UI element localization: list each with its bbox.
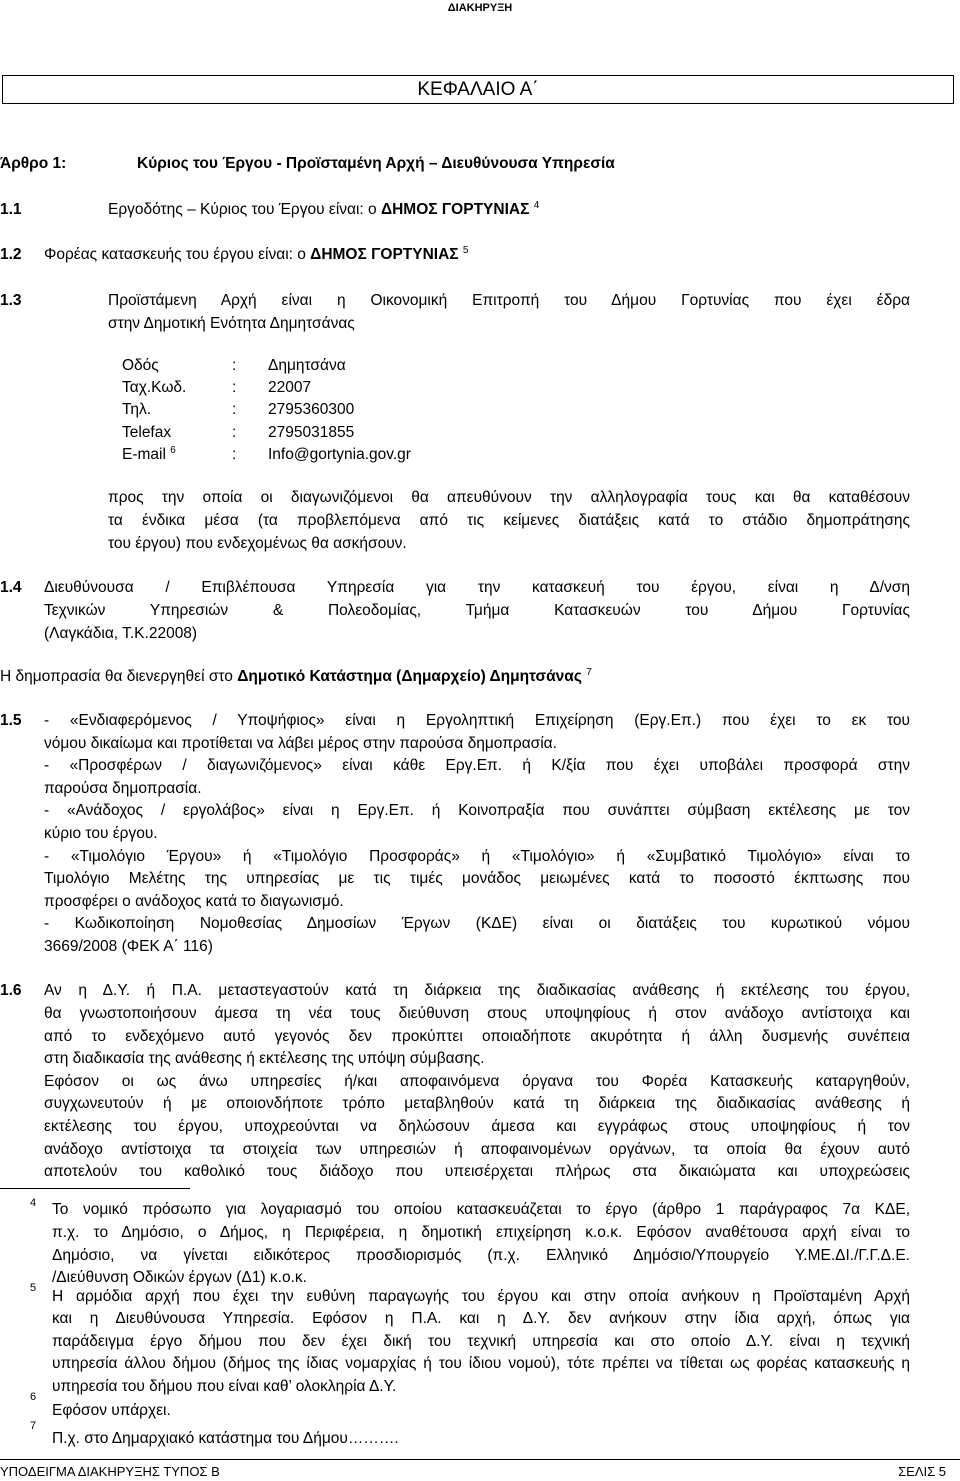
- contact-label: E-mail $^6$: [122, 444, 176, 463]
- footnote-number: 4: [30, 1197, 37, 1209]
- contact-separator: :: [232, 401, 237, 418]
- section-1-3-line: στην Δημοτική Ενότητα Δημητσάνας: [108, 315, 355, 332]
- contact-label: Τηλ.: [122, 401, 152, 418]
- section-1-6-line: Εφόσον οι ως άνω υπηρεσίες ή/και αποφαινόμενα όργανα του Φορέα Κατασκευής καταργηθούν,: [44, 1073, 910, 1090]
- section-1-5-line: παρούσα δημοπρασία.: [44, 780, 202, 797]
- footnote-line: υπηρεσία του δήμου που είναι καθ’ ολοκληρία Δ.Υ.: [52, 1378, 397, 1395]
- section-1-5-line: νόμου δικαίωμα και προτίθεται να λάβει μέρος στην παρούσα δημοπρασία.: [44, 735, 557, 752]
- footer-left: ΥΠΟΔΕΙΓΜΑ ΔΙΑΚΗΡΥΞΗΣ ΤΥΠΟΣ Β: [0, 1464, 220, 1479]
- section-1-6-line: συγχωνευτούν ή με οποιονδήποτε τρόπο μεταβληθούν κατά τη διάρκεια της διαδικασίας ανάθεσης ή: [44, 1095, 910, 1112]
- section-1-6-line: θα γνωστοποιήσουν άμεσα τη νέα τους διεύθυνση στους υποψηφίους ή στον ανάδοχο αντίστοιχα και: [44, 1005, 910, 1022]
- footnote-line: Π.χ. στο Δημαρχιακό κατάστημα του Δήμου……….: [52, 1430, 399, 1447]
- section-1-5-line: 3669/2008 (ΦΕΚ Α΄ 116): [44, 938, 213, 955]
- contact-label: Οδός: [122, 357, 159, 374]
- contact-value: 2795031855: [268, 424, 355, 441]
- footnote-separator: [0, 1188, 190, 1189]
- page-number: ΣΕΛΙΣ 5: [898, 1464, 946, 1479]
- section-1-5-line: - «Ενδιαφερόμενος / Υποψήφιος» είναι η Εργοληπτική Επιχείρηση (Εργ.Επ.) που έχει το εκ του: [44, 712, 910, 729]
- contact-label: Ταχ.Κωδ.: [122, 379, 187, 396]
- section-1-6-line: Αν η Δ.Υ. ή Π.Α. μεταστεγαστούν κατά τη διάρκεια της διαδικασίας ανάθεσης ή εκτέλεσης του έργου,: [44, 982, 910, 999]
- chapter-title: ΚΕΦΑΛΑΙΟ Α΄: [2, 75, 954, 104]
- document-header: ΔΙΑΚΗΡΥΞΗ: [447, 2, 513, 14]
- paragraph-line: προς την οποία οι διαγωνιζόμενοι θα απευθύνουν την αλληλογραφία τους και θα καταθέσουν: [108, 489, 910, 506]
- footnote-line: Το νομικό πρόσωπο για λογαριασμό του οποίου κατασκευάζεται το έργο (άρθρο 1 παράγραφος 7α ΚΔΕ,: [52, 1201, 910, 1218]
- section-1-4-line: Διευθύνουσα / Επιβλέπουσα Υπηρεσία για την κατασκευή του έργου, είναι η Δ/νση: [44, 579, 910, 596]
- section-1-1-text: Εργοδότης – Κύριος του Έργου είναι: ο ΔΗΜΟΣ ΓΟΡΤΥΝΙΑΣ $^4$: [108, 199, 540, 218]
- section-1-6-line: στη διαδικασία της ανάθεσης ή εκτέλεσης της υπόψη σύμβασης.: [44, 1050, 485, 1067]
- footnote-line: Εφόσον υπάρχει.: [52, 1402, 171, 1419]
- section-1-5-line: - «Ανάδοχος / εργολάβος» είναι η Εργ.Επ. ή Κοινοπραξία που συνάπτει σύμβαση εκτέλεσης με τον: [44, 802, 910, 819]
- footnote-number: 6: [30, 1391, 37, 1403]
- contact-separator: :: [232, 357, 237, 374]
- footnote-number: 5: [30, 1282, 37, 1294]
- section-1-5-number: 1.5: [0, 712, 22, 729]
- section-1-6-number: 1.6: [0, 982, 22, 999]
- section-1-5-line: - «Προσφέρων / διαγωνιζόμενος» είναι κάθε Εργ.Επ. ή Κ/ξία που έχει υποβάλει προσφορά στην: [44, 757, 910, 774]
- section-1-5-line: προσφέρει ο ανάδοχος κατά το διαγωνισμό.: [44, 893, 344, 910]
- footnote-line: /Διεύθυνση Οδικών έργων (Δ1) κ.ο.κ.: [52, 1269, 307, 1286]
- contact-separator: :: [232, 424, 237, 441]
- auction-location: Η δημοπρασία θα διενεργηθεί στο Δημοτικό Κατάστημα (Δημαρχείο) Δημητσάνας $^7$: [0, 666, 592, 685]
- footnote-line: υπηρεσία άλλου δήμου (δήμος της ίδιας νομαρχίας ή του ίδιου νομού), τότε πρέπει να τίθεται ως φορέας κατασκευής η: [52, 1355, 910, 1372]
- contact-label: Telefax: [122, 424, 172, 441]
- section-1-2-text: Φορέας κατασκευής του έργου είναι: ο ΔΗΜΟΣ ΓΟΡΤΥΝΙΑΣ $^5$: [44, 244, 469, 263]
- section-1-5-line: - «Τιμολόγιο Έργου» ή «Τιμολόγιο Προσφοράς» ή «Τιμολόγιο» ή «Συμβατικό Τιμολόγιο» είναι το: [44, 848, 910, 865]
- contact-value: Δημητσάνα: [268, 357, 346, 374]
- footnote-line: και η Διευθύνουσα Υπηρεσία. Εφόσον η Π.Α. και η Δ.Υ. δεν ανήκουν στην ίδια αρχή, όπως για: [52, 1310, 910, 1327]
- article-label: Άρθρο 1:: [0, 155, 67, 172]
- section-1-6-line: από το ενδεχόμενο αυτό γεγονός δεν προκύπτει οποιαδήποτε ακυρότητα ή άλλη δυσμενής συνέπεια: [44, 1028, 910, 1045]
- paragraph-line: τα ένδικα μέσα (τα προβλεπόμενα από τις κείμενες διατάξεις κατά το στάδιο δημοπράτησης: [108, 512, 910, 529]
- section-1-5-line: Τιμολόγιο Μελέτης της υπηρεσίας με τις τιμές μονάδος μειωμένες κατά το ποσοστό έκπτωσης που: [44, 870, 910, 887]
- footnote-number: 7: [30, 1420, 37, 1432]
- footer-rule: [0, 1459, 960, 1460]
- section-1-6-line: αποτελούν του καθολικό τους διάδοχο που υπεισέρχεται πλήρως στα δικαιώματα και υποχρεώσεις: [44, 1163, 910, 1180]
- article-title: Κύριος του Έργου - Προϊσταμένη Αρχή – Διευθύνουσα Υπηρεσία: [137, 155, 615, 172]
- contact-separator: :: [232, 446, 237, 463]
- footnote-line: Δημόσιο, να γίνεται ειδικότερος προσδιορισμός (π.χ. Ελληνικό Δημόσιο/Υπουργείο Υ.ΜΕ.ΔΙ./Γ.Γ.Δ.Ε.: [52, 1247, 910, 1264]
- paragraph-line: του έργου) που ενδεχομένως θα ασκήσουν.: [108, 535, 407, 552]
- section-1-1-number: 1.1: [0, 201, 22, 218]
- section-1-6-line: ανάδοχο αντίστοιχα τα στοιχεία των υπηρεσιών ή αποφαινομένων οργάνων, τα οποία θα έχουν αυτό: [44, 1141, 910, 1158]
- footnote-line: Η αρμόδια αρχή που έχει την ευθύνη παραγωγής του έργου και στην οποία ανήκουν η Προϊσταμένη Αρχή: [52, 1288, 910, 1305]
- section-1-2-number: 1.2: [0, 246, 22, 263]
- footnote-line: π.χ. το Δημόσιο, ο Δήμος, η Περιφέρεια, η δημοτική επιχείρηση κ.ο.κ. Εφόσον αναθέτουσα αρχή είναι το: [52, 1224, 910, 1241]
- section-1-5-line: - Κωδικοποίηση Νομοθεσίας Δημοσίων Έργων (ΚΔΕ) είναι οι διατάξεις του κυρωτικού νόμου: [44, 915, 910, 932]
- section-1-4-number: 1.4: [0, 579, 22, 596]
- section-1-3-line: Προϊστάμενη Αρχή είναι η Οικονομική Επιτροπή του Δήμου Γορτυνίας που έχει έδρα: [108, 292, 910, 309]
- section-1-3-number: 1.3: [0, 292, 22, 309]
- contact-value: 2795360300: [268, 401, 355, 418]
- section-1-5-line: κύριο του έργου.: [44, 825, 158, 842]
- section-1-4-line: (Λαγκάδια, Τ.Κ.22008): [44, 625, 198, 642]
- contact-separator: :: [232, 379, 237, 396]
- contact-value: 22007: [268, 379, 312, 396]
- section-1-4-line: Τεχνικών Υπηρεσιών & Πολεοδομίας, Τμήμα Κατασκευών του Δήμου Γορτυνίας: [44, 602, 910, 619]
- contact-email: Info@gortynia.gov.gr: [268, 446, 411, 463]
- footnote-line: παράδειγμα έργο δήμου που δεν έχει δική του τεχνική υπηρεσία και στο οποίο Δ.Υ. είναι η τεχνική: [52, 1333, 910, 1350]
- section-1-6-line: εκτέλεσης του έργου, υποχρεούνται να δηλώσουν άμεσα και εγγράφως στους υποψηφίους ή τον: [44, 1118, 910, 1135]
